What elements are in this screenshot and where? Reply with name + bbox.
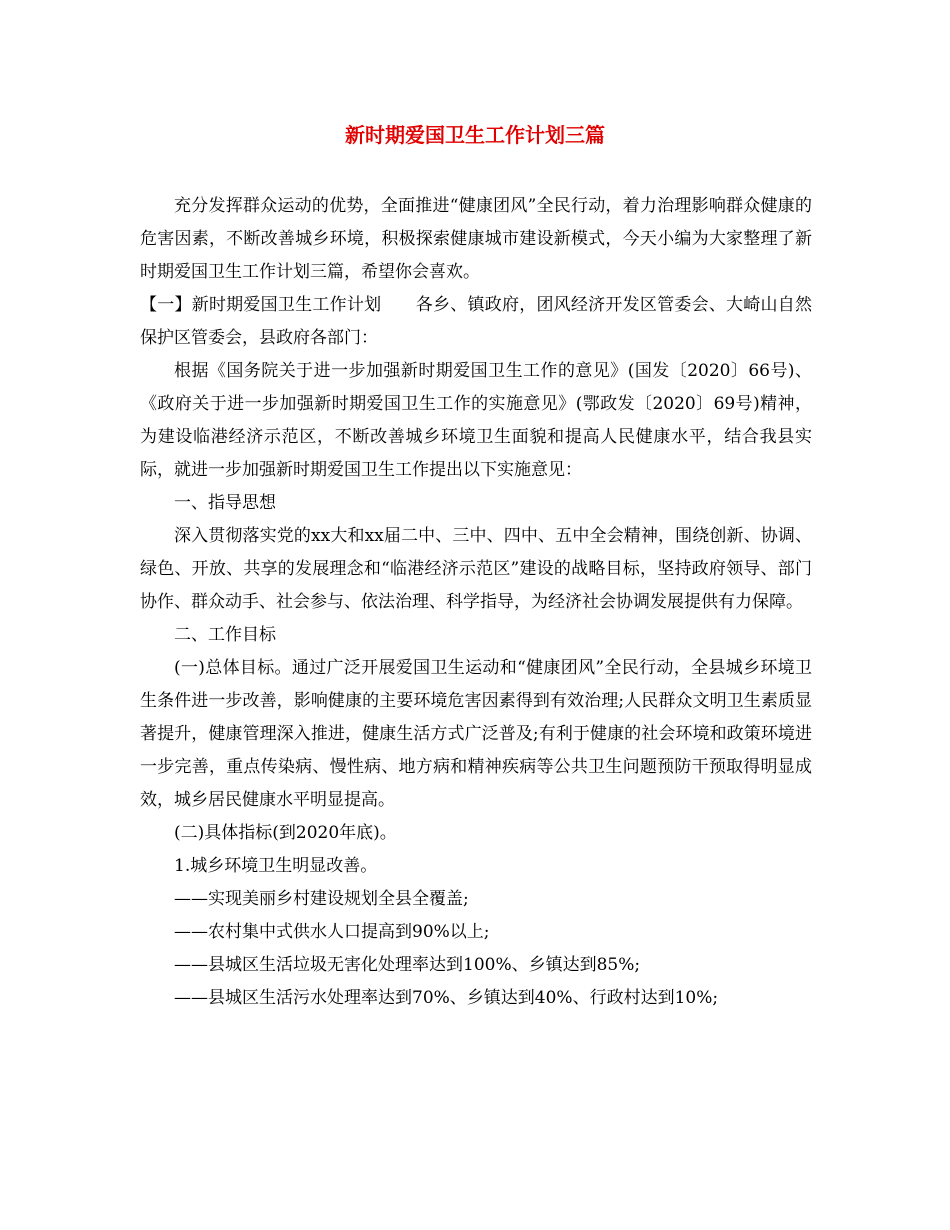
paragraph-item-1: 1.城乡环境卫生明显改善。 [174,856,378,876]
heading-work-goals: 二、工作目标 [174,625,276,645]
paragraph-guiding-thought: 深入贯彻落实党的xx大和xx届二中、三中、四中、五中全会精神，围绕创新、协调、绿色、开放、共享的发展理念和“临港经济示范区”建设的战略目标，坚持政府领导、部门协作、群众动手、社会参与、依法治理、科学指导，为经济社会协调发展提供有力保障。 [140,526,812,612]
list-item-dash-2: ——农村集中式供水人口提高到90%以上; [174,922,490,942]
document-body [140,190,812,1015]
heading-guiding-thought: 一、指导思想 [174,493,276,513]
paragraph-intro: 充分发挥群众运动的优势，全面推进“健康团风”全民行动，着力治理影响群众健康的危害因素，不断改善城乡环境，积极探索健康城市建设新模式，今天小编为大家整理了新时期爱国卫生工作计划三篇，希望你会喜欢。 [140,196,812,282]
paragraph-specific-indicators: (二)具体指标(到2020年底)。 [174,823,397,843]
paragraph-overall-goal: (一)总体目标。通过广泛开展爱国卫生运动和“健康团风”全民行动，全县城乡环境卫生条件进一步改善，影响健康的主要环境危害因素得到有效治理;人民群众文明卫生素质显著提升，健康管理深入推进，健康生活方式广泛普及;有利于健康的社会环境和政策环境进一步完善，重点传染病、慢性病、地方病和精神疾病等公共卫生问题预防干预取得明显成效，城乡居民健康水平明显提高。 [140,658,812,810]
document-title: 新时期爱国卫生工作计划三篇 [345,123,605,147]
list-item-dash-3: ——县城区生活垃圾无害化处理率达到100%、乡镇达到85%; [174,955,641,975]
list-item-dash-1: ——实现美丽乡村建设规划全县全覆盖; [174,889,469,909]
list-item-dash-4: ——县城区生活污水处理率达到70%、乡镇达到40%、行政村达到10%; [174,988,719,1008]
paragraph-section-one-header: 【一】新时期爱国卫生工作计划 各乡、镇政府，团风经济开发区管委会、大崎山自然保护区管委会，县政府各部门： [140,295,812,348]
paragraph-basis: 根据《国务院关于进一步加强新时期爱国卫生工作的意见》(国发〔2020〕66号)、《政府关于进一步加强新时期爱国卫生工作的实施意见》(鄂政发〔2020〕69号)精神，为建设临港经济示范区，不断改善城乡环境卫生面貌和提高人民健康水平，结合我县实际，就进一步加强新时期爱国卫生工作提出以下实施意见： [140,361,812,480]
